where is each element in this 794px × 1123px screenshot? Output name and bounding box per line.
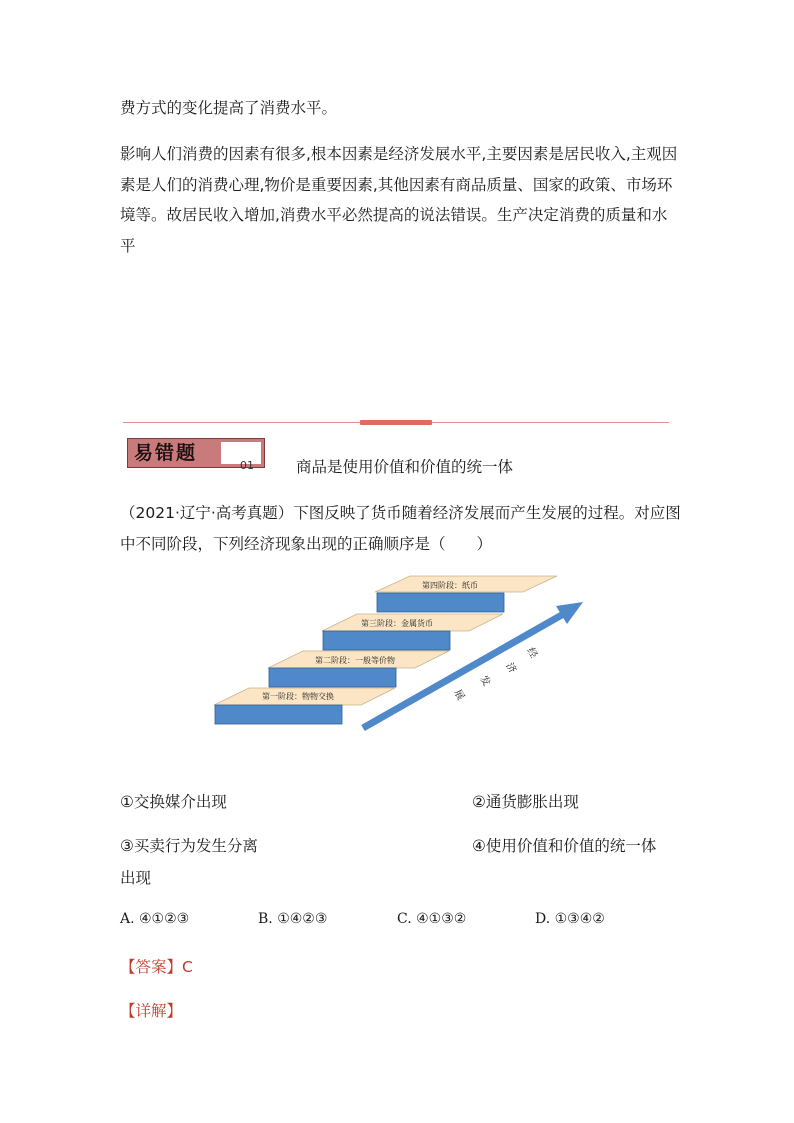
section-heading: 商品是使用价值和价值的统一体 [296, 458, 514, 476]
arrow-char-1: 经 [524, 646, 539, 661]
stage4-block [377, 593, 504, 612]
option-4: ④使用价值和价值的统一体 [472, 837, 657, 855]
paragraph-continuation: 费方式的变化提高了消费水平。 [120, 99, 338, 117]
arrow-char-4: 展 [451, 688, 466, 703]
option-4-continued: 出现 [120, 869, 152, 887]
question-text: （2021·辽宁·高考真题）下图反映了货币随着经济发展而产生发展的过程。对应图中不同阶段，下列经济现象出现的正确顺序是（ ） [120, 504, 681, 553]
stage1-label: 第一阶段：物物交换 [262, 692, 334, 701]
option-3: ③买卖行为发生分离 [120, 837, 258, 855]
stage1-block [215, 705, 342, 724]
divider-accent [360, 420, 432, 425]
choice-d: D. ①③④② [535, 911, 605, 927]
money-stages-diagram [205, 568, 595, 743]
stage2-label: 第二阶段：一般等价物 [315, 656, 395, 665]
stage3-block [323, 631, 450, 650]
choice-c: C. ④①③② [397, 911, 467, 927]
stage4-label: 第四阶段：纸币 [422, 581, 478, 590]
arrow-char-3: 发 [477, 674, 492, 689]
stage2-block [269, 668, 396, 687]
explanation-label: 【详解】 [120, 1002, 183, 1020]
choice-b: B. ①④②③ [258, 911, 328, 927]
badge-number: 01 [240, 459, 254, 472]
paragraph-explanation: 影响人们消费的因素有很多,根本因素是经济发展水平,主要因素是居民收入,主观因素是人们的消费心理,物价是重要因素,其他因素有商品质量、国家的政策、市场环境等。故居民收入增加,消费水平必然提高的说法错误。生产决定消费的质量和水平 [120, 145, 678, 255]
answer-value: C [182, 958, 193, 976]
stage3-label: 第三阶段：金属货币 [361, 619, 433, 628]
choice-a: A. ④①②③ [120, 911, 190, 927]
arrow-char-2: 济 [503, 661, 518, 676]
answer-label: 【答案】 [120, 958, 183, 976]
badge-label: 易错题 [134, 442, 198, 464]
option-2: ②通货膨胀出现 [472, 793, 579, 811]
option-1: ①交换媒介出现 [120, 793, 227, 811]
answer-line [120, 955, 193, 977]
